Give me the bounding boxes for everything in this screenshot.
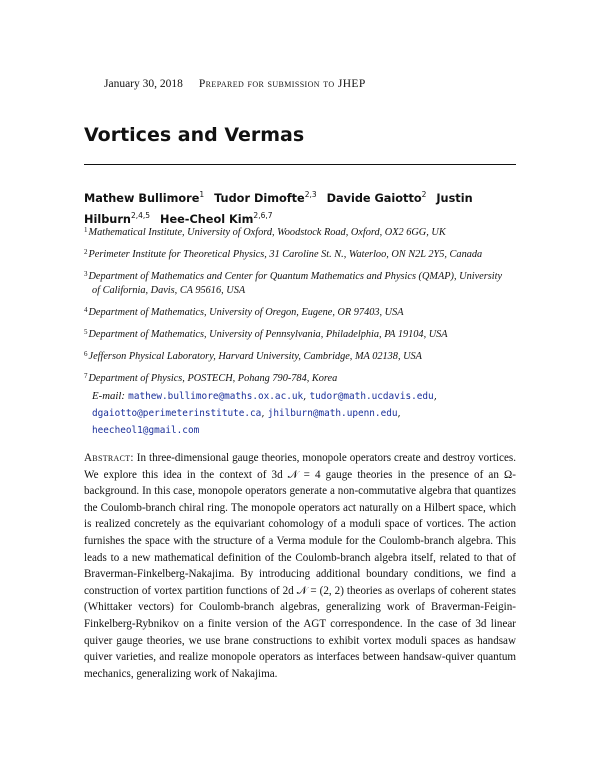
affiliation: $^5$Department of Mathematics, University of Pennsylvania, Philadelphia, PA 19104, USA xyxy=(84,327,448,340)
affiliation: $^3$Department of Mathematics and Center for Quantum Mathematics and Physics (QMAP), University of California, Davis, CA 95616, USA xyxy=(84,270,503,296)
author: Mathew Bullimore$^1$ xyxy=(84,190,205,205)
author: Tudor Dimofte$^{2,3}$ xyxy=(214,190,317,205)
email-link[interactable]: dgaiotto@perimeterinstitute.ca xyxy=(92,408,262,419)
email-link[interactable]: tudor@math.ucdavis.edu xyxy=(309,391,434,402)
affiliation-list xyxy=(84,224,524,392)
affiliation: $^2$Perimeter Institute for Theoretical Physics, 31 Caroline St. N., Waterloo, ON N2L 2Y5, Canada xyxy=(84,248,483,261)
abstract-heading: Abstract: xyxy=(84,452,134,464)
email-link[interactable]: mathew.bullimore@maths.ox.ac.uk xyxy=(128,391,304,402)
author: Justin Hilburn$^{2,4,5}$ xyxy=(84,191,473,226)
journal-note: Prepared for submission to JHEP xyxy=(198,78,366,90)
date: January 30, 2018 xyxy=(104,78,183,90)
email-block: E-mail: mathew.bullimore@maths.ox.ac.uk, tudor@math.ucdavis.edu, dgaiotto@perimeterinstitute.ca, jhilburn@math.upenn.edu, heecheol1@gmail.com xyxy=(92,390,437,436)
paper-title: Vortices and Vermas xyxy=(84,124,305,146)
email-link[interactable]: heecheol1@gmail.com xyxy=(92,425,200,436)
affiliation: $^7$Department of Physics, POSTECH, Pohang 790-784, Korea xyxy=(84,372,338,385)
affiliation: $^1$Mathematical Institute, University of Oxford, Woodstock Road, Oxford, OX2 6GG, UK xyxy=(84,226,446,238)
author: Davide Gaiotto$^2$ xyxy=(326,190,427,205)
affiliation: $^4$Department of Mathematics, University of Oregon, Eugene, OR 97403, USA xyxy=(84,305,404,318)
email-link[interactable]: jhilburn@math.upenn.edu xyxy=(267,408,398,419)
math-n22: 𝒩 = (2, 2) xyxy=(296,584,344,597)
author-list xyxy=(84,186,516,228)
email-label: E-mail: xyxy=(92,390,125,402)
header-line xyxy=(104,78,366,90)
math-n4: 𝒩 = 4 xyxy=(287,468,321,481)
title-rule xyxy=(84,164,516,165)
abstract: Abstract: In three-dimensional gauge theories, monopole operators create and destroy vortices. We explore this idea in the context of 3d 𝒩 = 4 gauge theories in the presence of an Ω-background. In this case, monopole operators generate a non-commutative algebra that quantizes the Coulomb-branch chiral ring. The monopole operators act naturally on a Hilbert space, which is realized concretely as the equivariant cohomology of a moduli space of vortices. The action furnishes the space with the structure of a Verma module for the Coulomb-branch algebra. This leads to a new mathematical definition of the Coulomb-branch algebra itself, related to that of Braverman-Finkelberg-Nakajima. By introducing additional boundary conditions, we find a construction of vortex partition functions of 2d 𝒩 = (2, 2) theories as overlaps of coherent states (Whittaker vectors) for Coulomb-branch algebras, generalizing work of Braverman-Feigin-Finkelberg-Rybnikov on a finite version of the AGT correspondence. In the case of 3d linear quiver gauge theories, we use brane constructions to exhibit vortex moduli spaces as handsaw quiver varieties, and realize monopole operators as interfaces between handsaw-quiver quantum mechanics, generalizing work of Nakajima. xyxy=(84,452,516,680)
author: Hee-Cheol Kim$^{2,6,7}$ xyxy=(159,210,273,226)
affiliation: $^6$Jefferson Physical Laboratory, Harvard University, Cambridge, MA 02138, USA xyxy=(84,349,422,362)
